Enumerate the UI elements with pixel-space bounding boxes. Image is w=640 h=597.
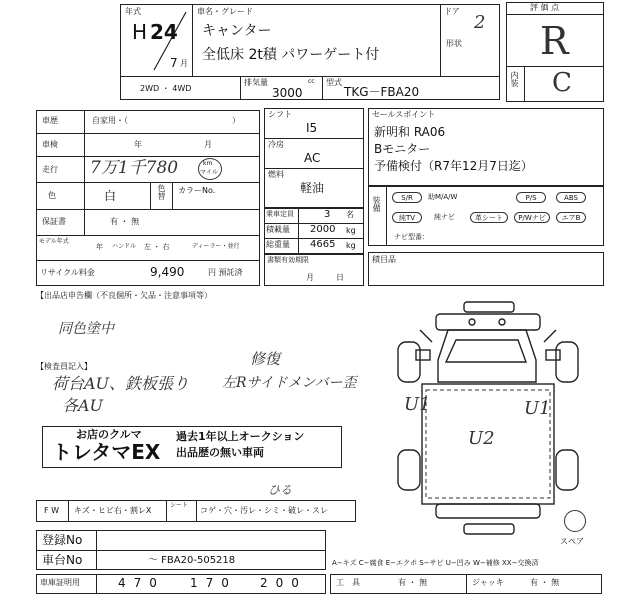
ac-value: AC (304, 151, 321, 165)
fw-label: F W (44, 506, 60, 515)
tools-label: 工 具 (336, 578, 360, 587)
model-year-label: モデル年式 (39, 238, 69, 245)
promo-line-1: お店のクルマ (76, 428, 142, 441)
cc-unit: cc (308, 78, 315, 85)
doc-day: 日 (336, 273, 344, 282)
sales-line-3: 予備検付（R7年12月7日迄） (374, 159, 533, 173)
history-value: 自家用・（ (92, 116, 128, 125)
score-value: R (540, 19, 569, 63)
color-change-label: 色替 (157, 184, 166, 200)
jack-value: 有 ・ 無 (530, 578, 560, 587)
handle-value: 左 ・ 右 (144, 243, 170, 251)
color-value: 白 (104, 189, 117, 203)
dealer-label: ディーラー・並行 (192, 243, 240, 250)
handwritten-2: 各AU (62, 396, 104, 415)
len-value: 470 (118, 576, 165, 590)
warranty-value: 有 ・ 無 (110, 217, 140, 226)
seat-items: コゲ・穴・汚レ・シミ・破レ・スレ (200, 506, 328, 515)
grade-text: 全低床 2t積 パワーゲート付 (202, 47, 380, 63)
load-notes-box (368, 252, 604, 286)
interior-value: C (552, 68, 572, 98)
handwritten-4: 左Rサイドメンバー歪 (222, 375, 357, 391)
gross-value: 4665 (310, 239, 336, 250)
notes-label: 積目品 (372, 255, 396, 264)
year-label: 年式 (125, 7, 141, 16)
load-unit: kg (346, 226, 356, 235)
hei-value: 200 (260, 576, 307, 590)
body-label: 形状 (446, 39, 462, 48)
doc-month: 月 (306, 273, 314, 282)
equip-maw: 助M/A/W (428, 193, 458, 201)
mileage-label: 走行 (42, 165, 58, 174)
load-label: 積載量 (266, 225, 290, 234)
diagram-mark-3: U2 (468, 428, 495, 449)
wid-value: 170 (190, 576, 237, 590)
recycle-unit: 円 預託済 (208, 268, 243, 277)
sales-label: セールスポイント (372, 110, 436, 119)
jack-label: ジャッキ (472, 578, 504, 587)
color-label: 色 (48, 191, 56, 200)
shift-label: シフト (268, 110, 292, 119)
gross-unit: kg (346, 241, 356, 250)
cert-label: 車庫証明用 (40, 578, 80, 587)
ac-label: 冷房 (268, 140, 284, 149)
promo-line-3: 過去1年以上オークション (176, 430, 305, 443)
type-value: TKG－FBA20 (344, 85, 420, 99)
shift-value: I5 (306, 121, 318, 135)
equip-pw: P/Wナビ (514, 212, 550, 223)
handle-label: ハンドル (112, 243, 137, 250)
seat-label: シート (170, 502, 189, 509)
fuel-value: 軽油 (300, 181, 325, 195)
handwritten-1: 荷台AU、鉄板張り (52, 374, 190, 393)
promo-line-2: トレタマEX (52, 440, 161, 464)
load-value: 2000 (310, 224, 336, 235)
month-value: 7 (170, 56, 178, 70)
displacement-value: 3000 (272, 86, 303, 100)
equip-seat: 革シート (470, 212, 508, 223)
damage-diagram (376, 300, 602, 540)
equip-abs: ABS (556, 192, 586, 203)
capacity-value: 3 (324, 209, 331, 220)
fw-handwritten: ひる (268, 483, 293, 497)
model-label: 車名・グレード (197, 7, 253, 16)
capacity-unit: 名 (346, 210, 354, 219)
doors-label: ドア (444, 7, 460, 16)
chassis-label: 車台No (42, 553, 83, 567)
navi-label: ナビ型番： (394, 233, 429, 241)
capacity-label: 乗車定員 (266, 210, 294, 218)
score-label: 評 価 点 (530, 3, 560, 12)
gross-label: 総重量 (266, 240, 290, 249)
equip-tv: 純TV (392, 212, 422, 223)
year-era: H (132, 20, 148, 44)
model-name: キャンター (202, 23, 272, 39)
recycle-label: リサイクル料金 (40, 268, 95, 277)
exhibit-note-header: 【出品店申告欄（不良個所・欠品・注意事項等） (36, 291, 212, 300)
inspection-month: 月 (204, 140, 212, 149)
type-label: 型式 (326, 78, 342, 87)
handwritten-3: 修復 (250, 350, 281, 368)
diagram-mark-2: U1 (524, 398, 551, 419)
truck-outline (376, 300, 602, 540)
drive-text: 2WD ・ 4WD (140, 84, 192, 93)
inspector-label: 【検査員記入】 (36, 362, 92, 371)
equip-navi: 純ナビ (434, 213, 455, 221)
interior-label: 内装 (510, 71, 519, 87)
inspection-year: 年 (134, 140, 142, 149)
diagram-mark-1: U1 (404, 394, 431, 415)
history-label: 車歴 (42, 116, 58, 125)
history-close: ） (232, 116, 240, 125)
sales-line-1: 新明和 RA06 (374, 125, 446, 139)
displacement-label: 排気量 (244, 78, 268, 87)
mileage-unit-mile: マイル (200, 169, 218, 176)
mileage-value: 7万1千780 (90, 158, 179, 178)
equip-ps: P/S (516, 192, 546, 203)
month-unit: 月 (180, 59, 188, 68)
equip-sr: S/R (392, 192, 422, 203)
inspection-label: 車検 (42, 140, 58, 149)
model-year-unit: 年 (96, 243, 103, 251)
promo-line-4: 出品歴の無い車両 (176, 446, 264, 459)
legend-text: A−キズ C−腐食 E−エクボ S−サビ U−凹み W−補修 XX−交換済 (332, 559, 539, 567)
tools-value: 有 ・ 無 (398, 578, 428, 587)
chassis-value: ～ FBA20-505218 (148, 555, 236, 566)
fw-items: キズ・ヒビ右・割レX (74, 506, 152, 515)
sales-line-2: Bモニター (374, 142, 431, 156)
year-value: 24 (150, 20, 178, 44)
doc-label: 書類有効期限 (267, 256, 309, 264)
equip-airbag: エアB (556, 212, 586, 223)
doors-value: 2 (474, 12, 486, 33)
spare-label: スペア (560, 537, 584, 546)
equipment-label: 装備 (372, 196, 381, 212)
handwritten-top: 同色塗中 (58, 321, 114, 337)
color-no-label: カラーNo. (178, 186, 216, 195)
reg-label: 登録No (42, 533, 83, 547)
warranty-label: 保証書 (42, 217, 66, 226)
mileage-unit-km: km (203, 160, 213, 167)
fuel-label: 燃料 (268, 170, 284, 179)
spare-tire-icon (564, 510, 586, 532)
recycle-value: 9,490 (150, 265, 185, 279)
